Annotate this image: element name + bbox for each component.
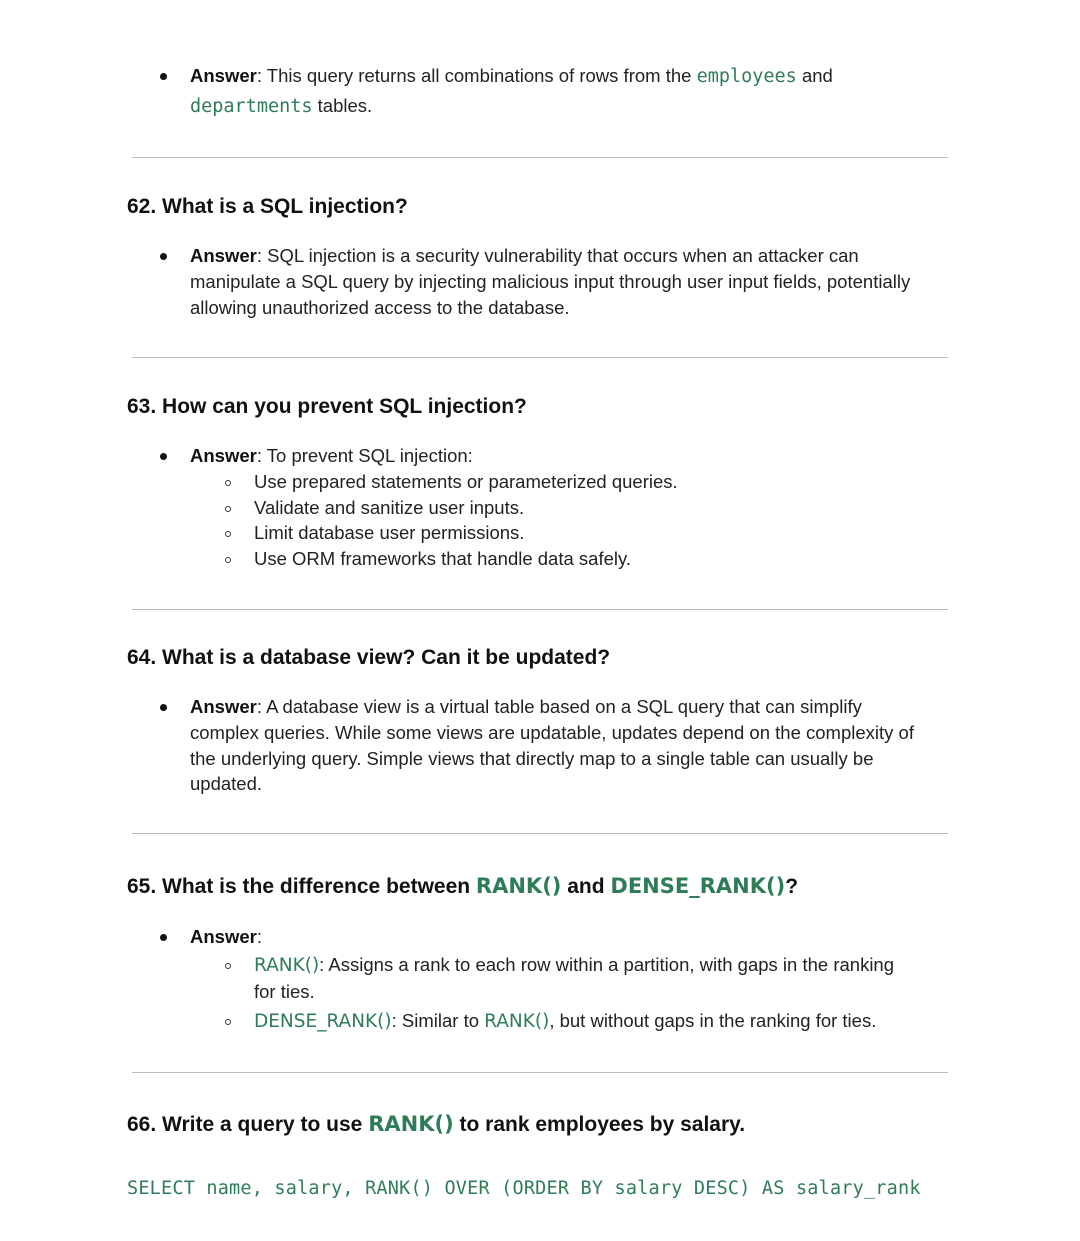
bullet-dot	[160, 934, 167, 941]
answer-label: Answer	[190, 65, 257, 86]
answer-61-line2	[190, 93, 372, 120]
answer-61-pre: : This query returns all combinations of rows from the	[256, 65, 697, 86]
question-65-title	[127, 874, 798, 899]
q65-title-rank: RANK()	[475, 874, 562, 898]
list-item	[254, 1008, 876, 1035]
code-employees: employees	[696, 66, 797, 87]
q66-title-rank: RANK()	[368, 1112, 454, 1136]
q65-title-mid: and	[561, 875, 611, 898]
answer-64-line4: updated.	[190, 773, 263, 794]
answer-62-line3: allowing unauthorized access to the database.	[190, 297, 570, 318]
code-departments: departments	[190, 96, 313, 117]
answer-label: Answer	[190, 245, 257, 266]
answer-63-line1	[190, 443, 473, 469]
dense-rank-desc1: : Similar to	[391, 1010, 485, 1031]
rank-fn: RANK()	[254, 955, 320, 976]
q65-title-post: ?	[785, 875, 799, 898]
bullet-dot	[160, 704, 167, 711]
answer-62-line1	[190, 243, 859, 269]
answer-62-line2: manipulate a SQL query by injecting malicious input through user input fields, potentially	[190, 271, 911, 292]
sql-code-block: SELECT name, salary, RANK() OVER (ORDER BY salary DESC) AS salary_rank	[127, 1178, 921, 1199]
divider	[132, 609, 948, 610]
q66-title-pre: 66. Write a query to use	[127, 1113, 369, 1136]
sub-bullet	[225, 557, 231, 563]
answer-64-line2: complex queries. While some views are updatable, updates depend on the complexity of	[190, 722, 914, 743]
list-item: Limit database user permissions.	[254, 522, 525, 543]
divider	[132, 1072, 948, 1073]
answer-colon: :	[256, 926, 262, 947]
bullet-dot	[160, 453, 167, 460]
rank-desc: : Assigns a rank to each row within a partition, with gaps in the ranking	[319, 954, 895, 975]
bullet-dot	[160, 253, 167, 260]
question-63-title: 63. How can you prevent SQL injection?	[127, 395, 527, 418]
answer-64-text1: : A database view is a virtual table based on a SQL query that can simplify	[256, 696, 862, 717]
answer-61-post: tables.	[312, 95, 373, 116]
sub-bullet	[225, 480, 231, 486]
divider	[132, 157, 948, 158]
divider	[132, 357, 948, 358]
list-item-cont: for ties.	[254, 981, 315, 1002]
sub-bullet	[225, 963, 231, 969]
list-item: Validate and sanitize user inputs.	[254, 497, 525, 518]
answer-64-line1	[190, 694, 862, 720]
q65-title-pre: 65. What is the difference between	[127, 875, 476, 898]
answer-65-label	[190, 924, 262, 950]
question-64-title: 64. What is a database view? Can it be updated?	[127, 646, 611, 669]
dense-rank-desc2: , but without gaps in the ranking for ties.	[549, 1010, 877, 1031]
answer-61-and: and	[796, 65, 833, 86]
sub-bullet	[225, 1019, 231, 1025]
answer-64-line3: the underlying query. Simple views that directly map to a single table can usually be	[190, 748, 874, 769]
sub-bullet	[225, 506, 231, 512]
sub-bullet	[225, 531, 231, 537]
bullet-dot	[160, 73, 167, 80]
list-item	[254, 952, 894, 979]
list-item: Use ORM frameworks that handle data safely.	[254, 548, 632, 569]
answer-label: Answer	[190, 696, 257, 717]
answer-63-text: : To prevent SQL injection:	[256, 445, 473, 466]
question-62-title: 62. What is a SQL injection?	[127, 195, 408, 218]
answer-label: Answer	[190, 445, 257, 466]
answer-61-line1	[190, 63, 833, 90]
q66-title-post: to rank employees by salary.	[453, 1113, 746, 1136]
rank-fn-inline: RANK()	[484, 1011, 550, 1032]
list-item: Use prepared statements or parameterized queries.	[254, 471, 678, 492]
answer-label: Answer	[190, 926, 257, 947]
dense-rank-fn: DENSE_RANK()	[254, 1011, 392, 1032]
divider	[132, 833, 948, 834]
answer-62-text1: : SQL injection is a security vulnerability that occurs when an attacker can	[256, 245, 859, 266]
question-66-title	[127, 1112, 745, 1137]
q65-title-dense-rank: DENSE_RANK()	[610, 874, 786, 898]
